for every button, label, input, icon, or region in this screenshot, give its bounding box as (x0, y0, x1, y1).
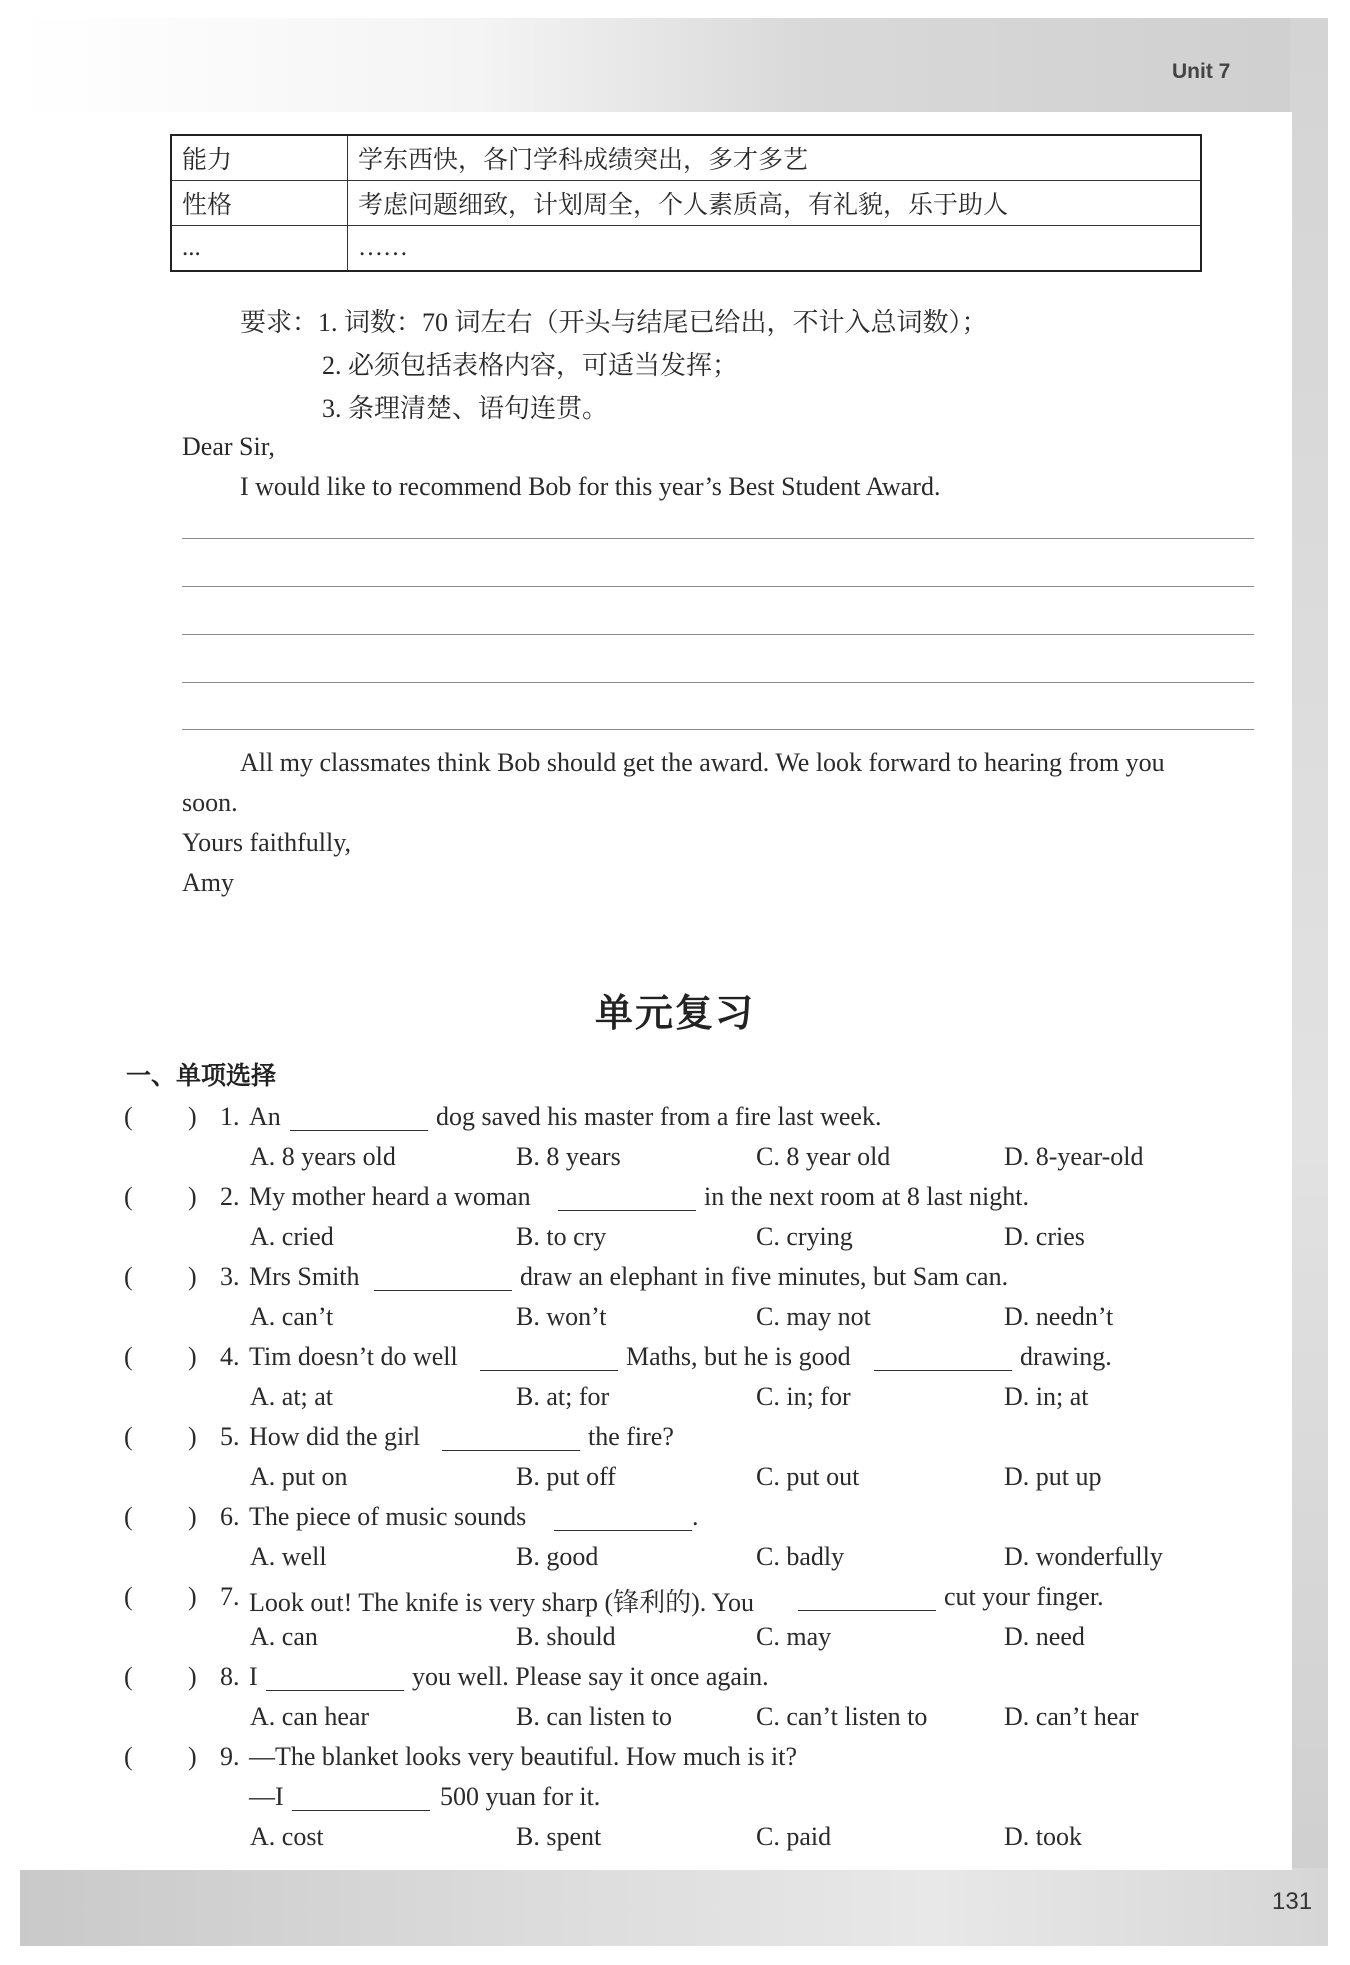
options-2 (0, 1222, 1350, 1262)
option-c[interactable]: C. paid (756, 1822, 832, 1851)
option-b[interactable]: B. to cry (516, 1222, 607, 1251)
writing-line[interactable] (182, 682, 1254, 683)
option-d[interactable]: D. need (1004, 1622, 1085, 1651)
requirement-2: 2. 必须包括表格内容，可适当发挥； (322, 351, 739, 380)
option-b[interactable]: B. 8 years (516, 1142, 621, 1171)
letter-opening: I would like to recommend Bob for this year’s Best Student Award. (240, 472, 941, 501)
table-row (171, 135, 1201, 181)
answer-bracket: ) (188, 1102, 197, 1131)
answer-blank[interactable] (480, 1370, 618, 1371)
option-b[interactable]: B. good (516, 1542, 599, 1571)
question-number: 9. (220, 1742, 240, 1771)
question-text: dog saved his master from a fire last week. (436, 1102, 882, 1131)
options-3 (0, 1302, 1350, 1342)
answer-bracket[interactable]: ( (124, 1662, 133, 1691)
question-text: An (249, 1102, 281, 1131)
question-text: drawing. (1020, 1342, 1112, 1371)
answer-bracket[interactable]: ( (124, 1422, 133, 1451)
answer-bracket[interactable]: ( (124, 1262, 133, 1291)
table-value: …… (348, 226, 1202, 272)
question-text: Tim doesn’t do well (249, 1342, 458, 1371)
writing-line[interactable] (182, 538, 1254, 539)
table-value: 考虑问题细致，计划周全，个人素质高，有礼貌，乐于助人 (348, 181, 1202, 226)
option-b[interactable]: B. should (516, 1622, 616, 1651)
answer-bracket: ) (188, 1262, 197, 1291)
answer-blank[interactable] (798, 1610, 936, 1611)
option-c[interactable]: C. badly (756, 1542, 845, 1571)
answer-bracket[interactable]: ( (124, 1342, 133, 1371)
page-footer-band (20, 1868, 1328, 1946)
question-text: in the next room at 8 last night. (704, 1182, 1029, 1211)
question-text: The piece of music sounds (249, 1502, 527, 1531)
option-c[interactable]: C. 8 year old (756, 1142, 891, 1171)
letter-name: Amy (182, 868, 234, 897)
option-c[interactable]: C. crying (756, 1222, 853, 1251)
options-1 (0, 1142, 1350, 1182)
question-text: cut your finger. (944, 1582, 1104, 1611)
table-row (171, 226, 1201, 272)
question-1 (0, 1102, 1350, 1142)
table-value: 学东西快，各门学科成绩突出，多才多艺 (348, 135, 1202, 181)
option-d[interactable]: D. can’t hear (1004, 1702, 1139, 1731)
page-number: 131 (1272, 1888, 1313, 1915)
option-d[interactable]: D. wonderfully (1004, 1542, 1163, 1571)
question-text: Look out! The knife is very sharp (锋利的). You (249, 1588, 755, 1617)
answer-blank[interactable] (442, 1450, 580, 1451)
question-text: I (249, 1662, 258, 1691)
table-key: 能力 (171, 135, 348, 181)
option-a[interactable]: A. at; at (250, 1382, 334, 1411)
question-number: 3. (220, 1262, 240, 1291)
answer-bracket: ) (188, 1422, 197, 1451)
question-number: 1. (220, 1102, 240, 1131)
question-2 (0, 1182, 1350, 1222)
question-number: 2. (220, 1182, 240, 1211)
option-b[interactable]: B. at; for (516, 1382, 610, 1411)
answer-blank[interactable] (292, 1810, 430, 1811)
question-5 (0, 1422, 1350, 1462)
option-d[interactable]: D. 8-year-old (1004, 1142, 1144, 1171)
option-d[interactable]: D. in; at (1004, 1382, 1089, 1411)
part-heading: 一、单项选择 (126, 1061, 277, 1090)
option-b[interactable]: B. spent (516, 1822, 602, 1851)
unit-label: Unit 7 (1172, 60, 1231, 83)
option-b[interactable]: B. won’t (516, 1302, 607, 1331)
option-a[interactable]: A. can (250, 1622, 318, 1651)
option-c[interactable]: C. put out (756, 1462, 860, 1491)
answer-bracket[interactable]: ( (124, 1102, 133, 1131)
options-7 (0, 1622, 1350, 1662)
option-d[interactable]: D. took (1004, 1822, 1082, 1851)
letter-closing-2: soon. (182, 788, 238, 817)
option-a[interactable]: A. well (250, 1542, 327, 1571)
option-a[interactable]: A. can hear (250, 1702, 370, 1731)
question-text: draw an elephant in five minutes, but Sam can. (520, 1262, 1009, 1291)
requirement-1: 要求：1. 词数：70 词左右（开头与结尾已给出，不计入总词数）； (240, 308, 988, 337)
question-7 (0, 1582, 1350, 1622)
option-a[interactable]: A. 8 years old (250, 1142, 396, 1171)
answer-blank[interactable] (266, 1690, 404, 1691)
options-9 (0, 1822, 1350, 1862)
info-table (170, 134, 1202, 272)
answer-bracket[interactable]: ( (124, 1502, 133, 1531)
question-text: Mrs Smith (249, 1262, 360, 1291)
options-4 (0, 1382, 1350, 1422)
question-text: . (692, 1502, 699, 1531)
option-b[interactable]: B. put off (516, 1462, 616, 1491)
option-d[interactable]: D. cries (1004, 1222, 1085, 1251)
option-a[interactable]: A. cried (250, 1222, 334, 1251)
answer-bracket: ) (188, 1182, 197, 1211)
letter-closing-1: All my classmates think Bob should get the award. We look forward to hearing from you (240, 748, 1165, 777)
question-text: —I (249, 1782, 284, 1811)
question-number: 5. (220, 1422, 240, 1451)
table-key: ... (171, 226, 348, 272)
option-d[interactable]: D. needn’t (1004, 1302, 1114, 1331)
writing-line[interactable] (182, 729, 1254, 730)
answer-bracket[interactable]: ( (124, 1582, 133, 1611)
option-a[interactable]: A. cost (250, 1822, 324, 1851)
question-9-response (0, 1782, 1350, 1822)
answer-bracket: ) (188, 1662, 197, 1691)
option-c[interactable]: C. in; for (756, 1382, 851, 1411)
question-4 (0, 1342, 1350, 1382)
answer-blank[interactable] (554, 1530, 692, 1531)
answer-blank[interactable] (374, 1290, 512, 1291)
options-6 (0, 1542, 1350, 1582)
option-c[interactable]: C. may not (756, 1302, 871, 1331)
answer-blank[interactable] (874, 1370, 1012, 1371)
question-text: you well. Please say it once again. (412, 1662, 769, 1691)
letter-signoff: Yours faithfully, (182, 828, 352, 857)
answer-bracket: ) (188, 1742, 197, 1771)
table-key: 性格 (171, 181, 348, 226)
writing-line[interactable] (182, 634, 1254, 635)
question-text: How did the girl (249, 1422, 421, 1451)
question-text: Maths, but he is good (626, 1342, 851, 1371)
options-8 (0, 1702, 1350, 1742)
question-text: My mother heard a woman (249, 1182, 531, 1211)
option-a[interactable]: A. can’t (250, 1302, 334, 1331)
question-6 (0, 1502, 1350, 1542)
answer-blank[interactable] (558, 1210, 696, 1211)
option-c[interactable]: C. can’t listen to (756, 1702, 928, 1731)
question-number: 6. (220, 1502, 240, 1531)
question-text: the fire? (588, 1422, 674, 1451)
answer-bracket[interactable]: ( (124, 1742, 133, 1771)
question-9 (0, 1742, 1350, 1782)
question-8 (0, 1662, 1350, 1702)
answer-blank[interactable] (290, 1130, 428, 1131)
question-number: 4. (220, 1342, 240, 1371)
question-number: 8. (220, 1662, 240, 1691)
answer-bracket: ) (188, 1342, 197, 1371)
option-d[interactable]: D. put up (1004, 1462, 1102, 1491)
letter-greeting: Dear Sir, (182, 432, 275, 461)
table-row (171, 181, 1201, 226)
option-c[interactable]: C. may (756, 1622, 832, 1651)
question-text: 500 yuan for it. (440, 1782, 601, 1811)
option-a[interactable]: A. put on (250, 1462, 348, 1491)
page-header-band (20, 18, 1328, 116)
question-3 (0, 1262, 1350, 1302)
option-b[interactable]: B. can listen to (516, 1702, 672, 1731)
options-5 (0, 1462, 1350, 1502)
requirement-3: 3. 条理清楚、语句连贯。 (322, 394, 609, 423)
writing-line[interactable] (182, 586, 1254, 587)
question-number: 7. (220, 1582, 240, 1611)
answer-bracket[interactable]: ( (124, 1182, 133, 1211)
answer-bracket: ) (188, 1582, 197, 1611)
section-title: 单元复习 (594, 991, 755, 1035)
answer-bracket: ) (188, 1502, 197, 1531)
question-text: —The blanket looks very beautiful. How much is it? (249, 1742, 798, 1771)
